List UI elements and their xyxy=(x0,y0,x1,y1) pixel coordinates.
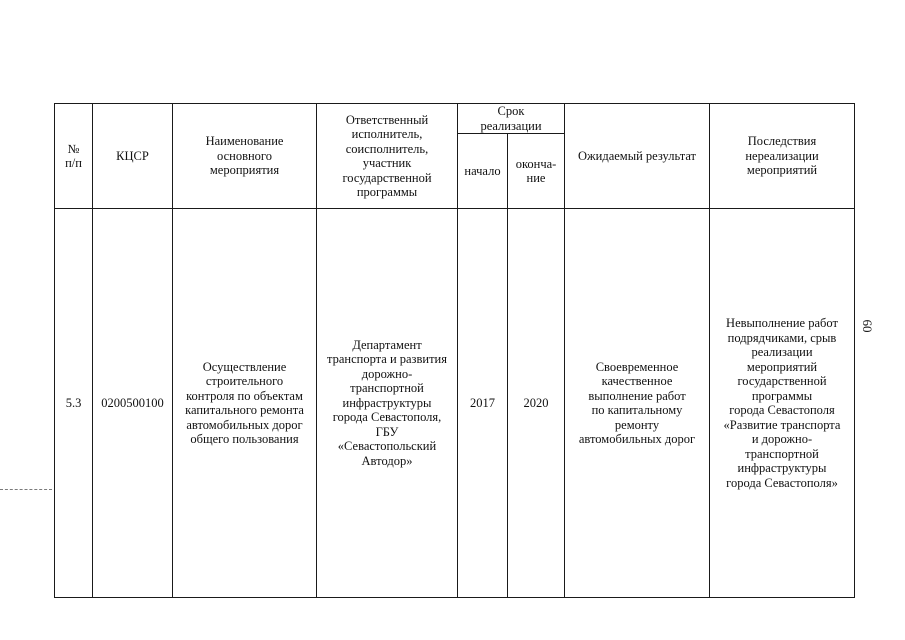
header-num: № п/п xyxy=(55,104,93,209)
header-start: начало xyxy=(458,134,508,209)
row-expected-result: Своевременное качественное выполнение работ по капитальному ремонту автомобильных дорог xyxy=(565,209,710,598)
row-end-year: 2020 xyxy=(508,209,565,598)
page-number: 60 xyxy=(860,319,875,333)
header-period: Срок реализации xyxy=(458,104,565,134)
row-activity-name: Осуществление строительного контроля по объектам капитального ремонта автомобильных дорог общего пользования xyxy=(173,209,317,598)
row-start-year: 2017 xyxy=(458,209,508,598)
header-expected-result: Ожидаемый результат xyxy=(565,104,710,209)
row-responsible: Департамент транспорта и развития дорожно- транспортной инфраструктуры города Севастополя, ГБУ «Севастопольский Автодор» xyxy=(317,209,458,598)
header-row xyxy=(55,104,855,134)
header-responsible: Ответственный исполнитель, соисполнитель, участник государственной программы xyxy=(317,104,458,209)
row-consequences: Невыполнение работ подрядчиками, срыв реализации мероприятий государственной программы города Севастополя «Развитие транспорта и дорожно- транспортной инфраструктуры города Севастополя» xyxy=(710,209,855,598)
header-consequences: Последствия нереализации мероприятий xyxy=(710,104,855,209)
header-activity-name: Наименование основного мероприятия xyxy=(173,104,317,209)
header-end: оконча- ние xyxy=(508,134,565,209)
table-row xyxy=(55,209,855,598)
row-num: 5.3 xyxy=(55,209,93,598)
row-kcsr: 0200500100 xyxy=(93,209,173,598)
header-kcsr: КЦСР xyxy=(93,104,173,209)
margin-dashed-line xyxy=(0,489,52,490)
program-activities-table xyxy=(54,103,855,598)
